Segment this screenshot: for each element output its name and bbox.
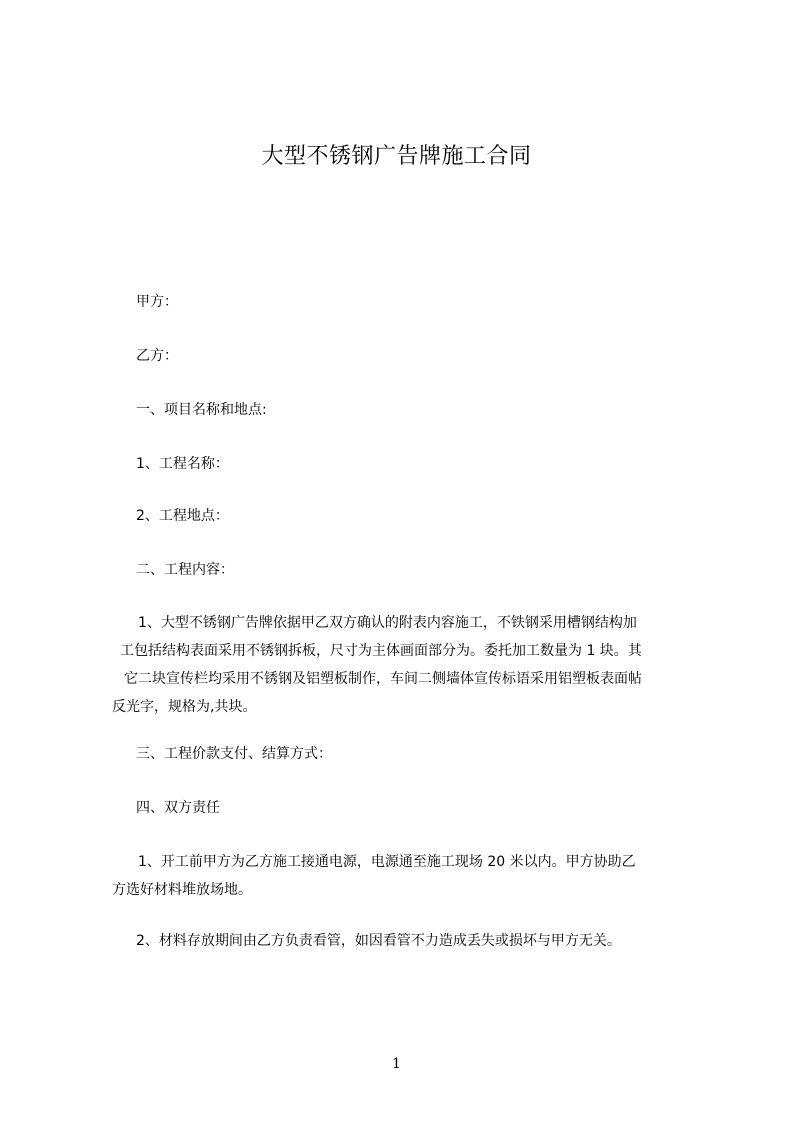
- project-location-item: 2、工程地点：: [136, 508, 229, 524]
- project-name-item: 1、工程名称：: [136, 456, 229, 472]
- paragraph-line: 方选好材料堆放场地。: [112, 882, 252, 898]
- section-2-heading: 二、工程内容：: [136, 562, 234, 578]
- section-1-heading: 一、项目名称和地点:: [136, 402, 267, 418]
- page-number: 1: [392, 1056, 401, 1072]
- party-b-label: 乙方：: [136, 348, 178, 364]
- paragraph-line: 1、大型不锈钢广告牌依据甲乙双方确认的附表内容施工，不铁钢采用槽钢结构加: [138, 615, 637, 631]
- paragraph-line: 它二块宣传栏均采用不锈钢及铝塑板制作，车间二侧墙体宣传标语采用铝塑板表面帖: [124, 671, 642, 687]
- section-2-paragraph: [112, 609, 702, 721]
- section-4-item-2: 2、材料存放期间由乙方负责看管，如因看管不力造成丢失或损坏与甲方无关。: [136, 933, 621, 949]
- section-3-heading: 三、工程价款支付、结算方式：: [136, 746, 332, 762]
- paragraph-line: 工包括结构表面采用不锈钢拆板，尺寸为主体画面部分为。委托加工数量为 1 块。其: [120, 643, 642, 659]
- paragraph-line: 1、开工前甲方为乙方施工接通电源，电源通至施工现场 20 米以内。甲方协助乙: [138, 854, 636, 870]
- party-a-label: 甲方：: [136, 294, 178, 310]
- paragraph-line: 反光字，规格为,共块。: [112, 699, 257, 715]
- document-title: 大型不锈钢广告牌施工合同: [261, 144, 532, 169]
- section-4-heading: 四、双方责任: [136, 800, 220, 816]
- section-4-paragraph-1: [112, 848, 702, 904]
